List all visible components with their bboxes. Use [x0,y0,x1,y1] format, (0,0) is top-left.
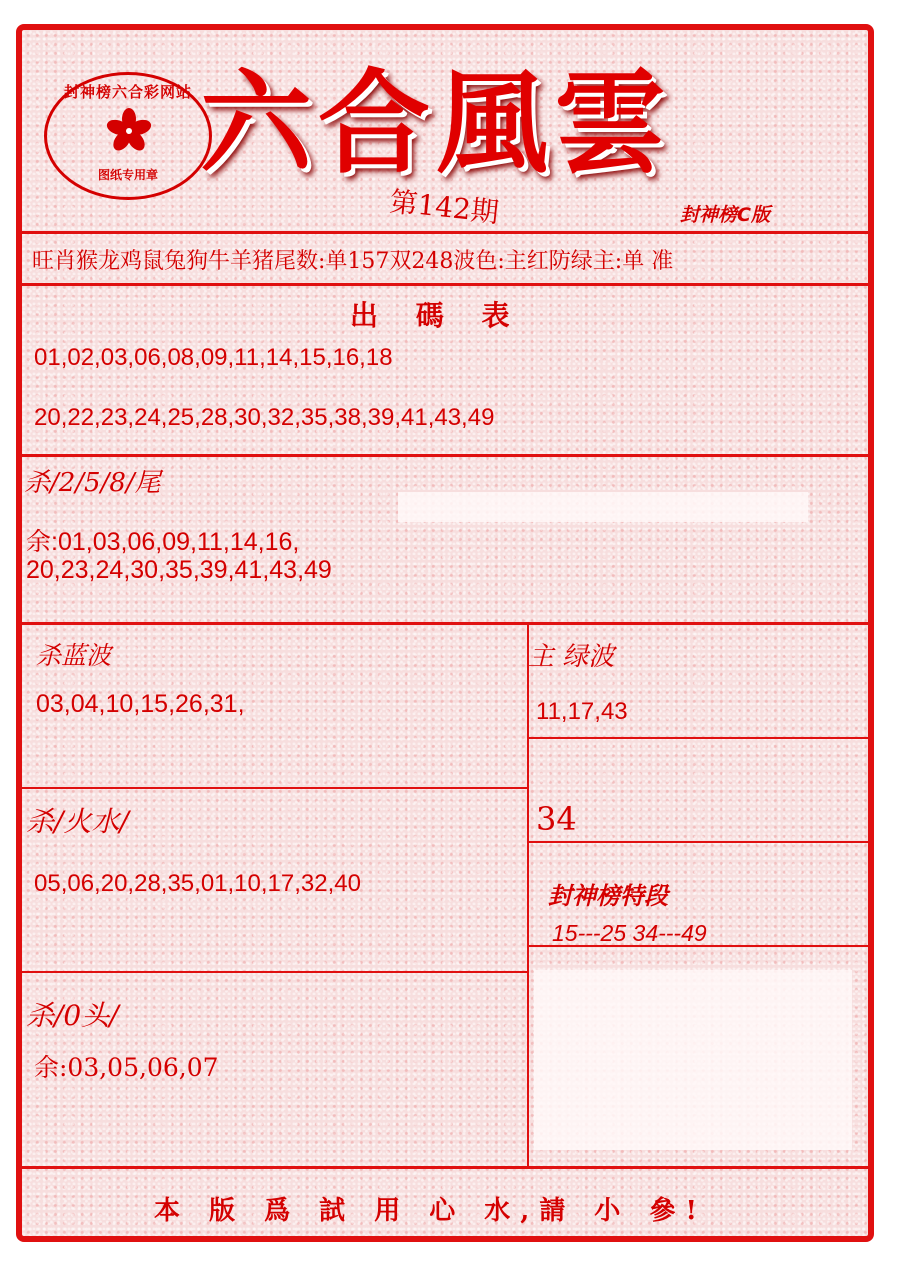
divider [22,454,868,457]
kill-zero-head-values: 余:03,05,06,07 [34,1053,219,1082]
column-divider [527,622,529,1167]
page-title: 六合風雲 [200,58,672,189]
issue-number: 第142期 [388,184,501,230]
kill-blue-heading: 杀蓝波 [36,641,112,670]
seal-stamp [44,72,212,200]
main-green-heading: 主 绿波 [528,642,615,672]
code-table-heading: 出 碼 表 [350,299,524,332]
kill-tail-row-1: 余:01,03,06,09,11,14,16, [26,528,300,556]
seal-text: 封神榜六合彩网站 [63,83,192,101]
blank-panel [398,492,808,522]
blank-panel [534,970,852,1150]
divider [528,841,868,843]
kill-fire-water-values: 05,06,20,28,35,01,10,17,32,40 [34,870,361,897]
kill-fire-water-heading: 杀/火水/ [26,805,129,838]
divider [22,1166,868,1169]
main-green-values: 11,17,43 [536,698,628,725]
kill-zero-head-heading: 杀/0头/ [26,999,119,1032]
info-line: 旺肖猴龙鸡鼠兔狗牛羊猪尾数:单157双248波色:主红防绿主:单 准 [32,249,674,274]
edition-label: 封神榜C版 [680,204,770,226]
bauhinia-flower-icon [105,107,153,155]
footer-note: 本 版 爲 試 用 心 水,請 小 參! [154,1196,707,1226]
divider [528,737,868,739]
divider [22,622,868,625]
divider [22,971,528,973]
special-segment-heading: 封神榜特段 [548,882,668,910]
seal-bottom-text: 图纸专用章 [97,168,158,182]
kill-tail-row-2: 20,23,24,30,35,39,41,43,49 [26,556,332,584]
divider [22,787,528,789]
kill-blue-values: 03,04,10,15,26,31, [36,690,245,718]
single-number: 34 [536,800,577,838]
kill-tail-heading: 杀/2/5/8/尾 [24,468,161,498]
special-segment-values: 15---25 34---49 [552,920,707,946]
divider [22,283,868,286]
code-table-row-1: 01,02,03,06,08,09,11,14,15,16,18 [34,344,393,371]
code-table-row-2: 20,22,23,24,25,28,30,32,35,38,39,41,43,49 [34,404,495,431]
divider [22,231,868,234]
